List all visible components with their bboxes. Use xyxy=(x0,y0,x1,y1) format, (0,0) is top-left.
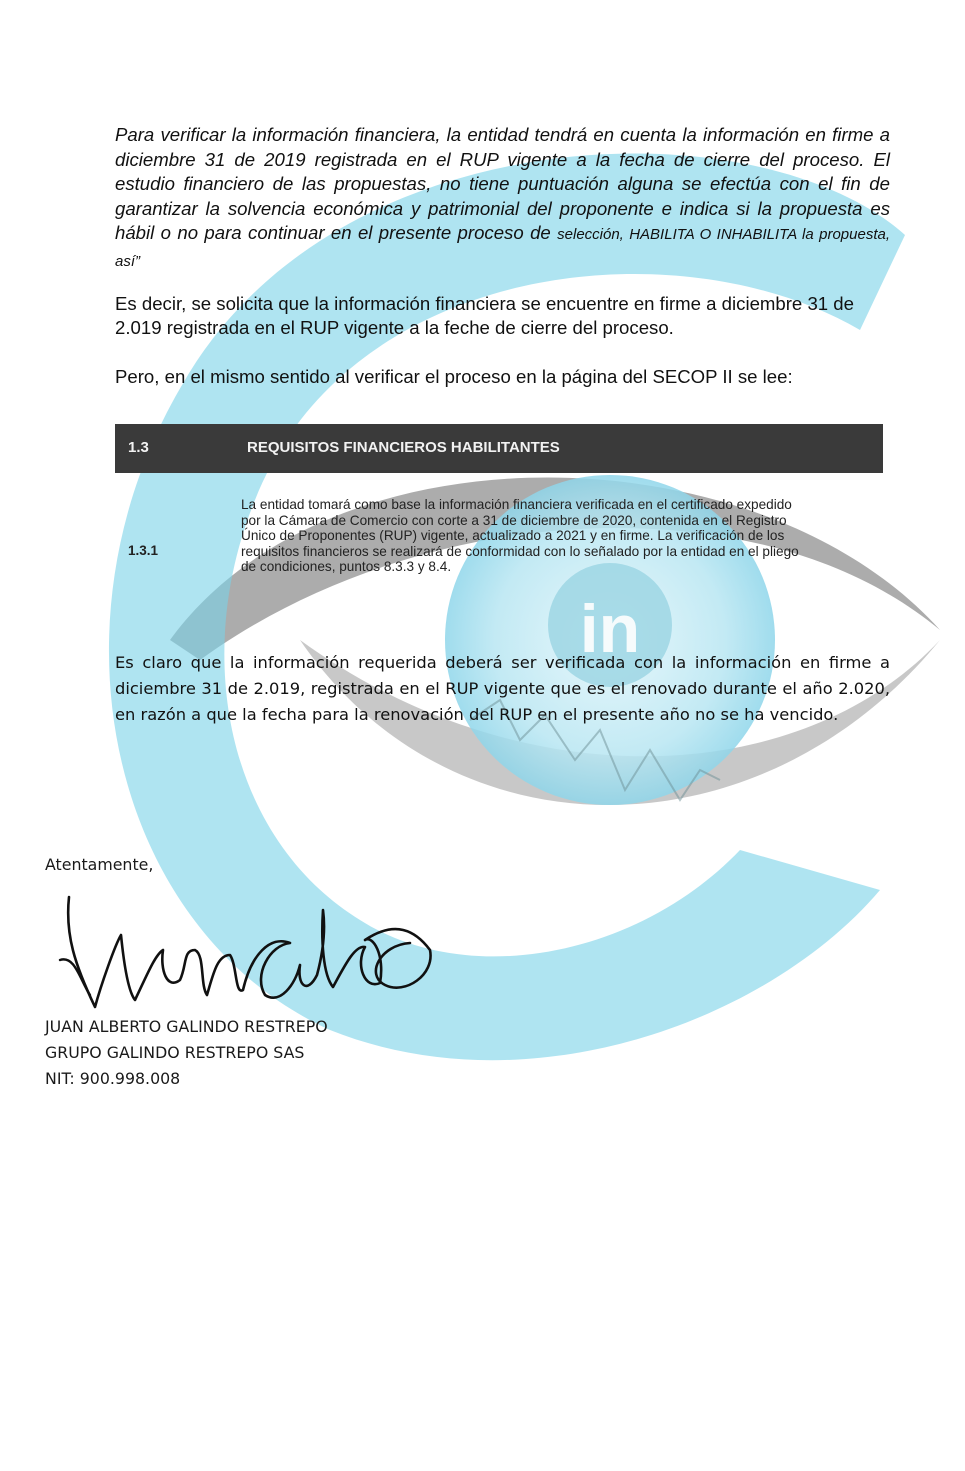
requirements-table-header xyxy=(115,424,883,473)
signatory-name: JUAN ALBERTO GALINDO RESTREPO xyxy=(45,1017,328,1036)
paragraph-es-decir: Es decir, se solicita que la información financiera se encuentre en firme a diciembre 31 de 2.019 registrada en el RUP vigente a la feche de cierre del proceso. xyxy=(115,293,854,338)
quote-last-line: selección, HABILITA O INHABILITA la propuesta, así” xyxy=(115,226,890,270)
paragraph-secop: Pero, en el mismo sentido al verificar el proceso en la página del SECOP II se lee: xyxy=(115,366,793,387)
header-number: 1.3 xyxy=(128,439,149,456)
quoted-paragraph xyxy=(115,123,890,275)
conclusion-paragraph: Es claro que la información requerida deberá ser verificada con la información en firme a diciembre 31 de 2.019, registrada en el RUP vigente que es el renovado durante el año 2.020, en razón a que la fecha para la renovación del RUP en el presente año no se ha vencido. xyxy=(115,653,890,724)
closing-text: Atentamente, xyxy=(45,855,154,874)
row-number: 1.3.1 xyxy=(128,543,159,558)
signatory-nit: NIT: 900.998.008 xyxy=(45,1069,181,1088)
row-text: La entidad tomará como base la información financiera verificada en el certificado expedido por la Cámara de Comercio con corte a 31 de diciembre de 2020, contenida en el Registro Único de Proponentes (RUP) vigente, actualizado a 2021 y en firme. La verificación de los requisitos financieros se realizará de conformidad con lo señalado por la entidad en el pliego de condiciones, puntos 8.3.3 y 8.4. xyxy=(241,497,799,575)
quote-text: Para verificar la información financiera, la entidad tendrá en cuenta la información en firme a diciembre 31 de 2019 registrada en el RUP vigente a la fecha de cierre del proceso. El estudio financiero de las propuestas, no tiene puntuación alguna se efectúa con el fin de garantizar la solvencia económica y patrimonial del proponente e indica si la propuesta es hábil o no para continuar en el presente proceso de xyxy=(115,124,890,244)
handwritten-signature xyxy=(55,895,440,1015)
signatory-company: GRUPO GALINDO RESTREPO SAS xyxy=(45,1043,305,1062)
logo-text: in xyxy=(579,591,641,667)
header-title: REQUISITOS FINANCIEROS HABILITANTES xyxy=(247,439,560,456)
